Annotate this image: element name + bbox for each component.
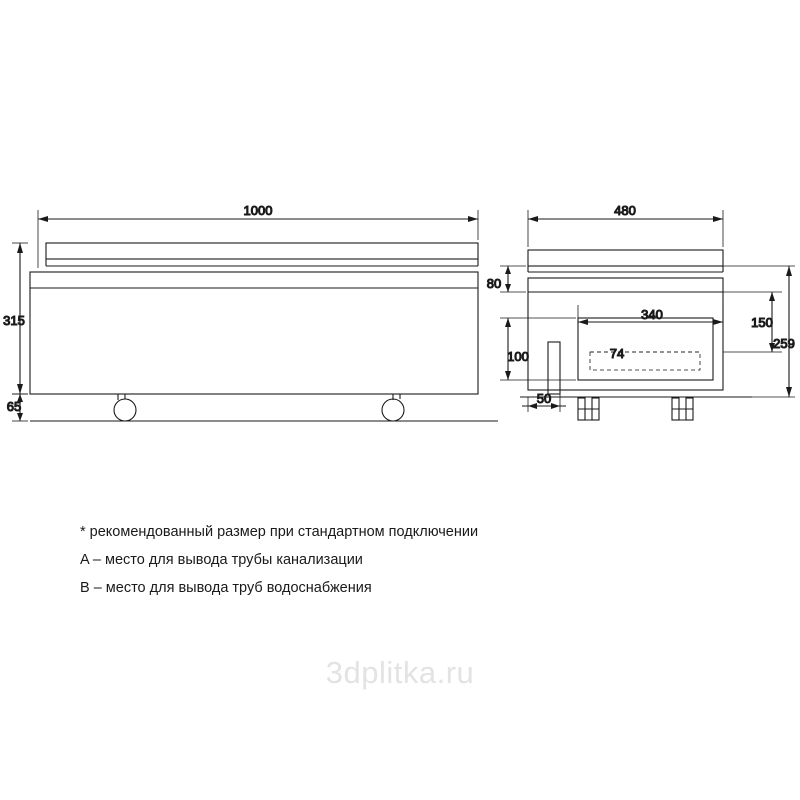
front-view-group — [30, 243, 498, 421]
front-left-wheel — [114, 399, 136, 421]
front-plinth-dimension — [7, 394, 28, 421]
dim-side-inner-height: 150 — [751, 315, 773, 330]
front-right-wheel — [382, 399, 404, 421]
dim-side-depth: 480 — [614, 203, 636, 218]
side-top-slab — [528, 250, 723, 266]
watermark: 3dplitka.ru — [325, 655, 475, 690]
side-body — [528, 278, 723, 390]
side-depth-dimension — [528, 203, 723, 247]
dim-side-band: 80 — [486, 276, 502, 291]
side-wheel-left — [578, 398, 599, 420]
side-total-height-dimension — [723, 266, 795, 397]
side-inner-depth-dimension — [578, 305, 723, 325]
side-drawer-dimension — [500, 318, 576, 380]
note-sewer-outlet: A – место для вывода трубы канализации — [80, 552, 363, 568]
dim-side-total-height: 259 — [773, 336, 795, 351]
dim-side-small: 74 — [609, 346, 625, 361]
side-band-dimension — [487, 266, 526, 292]
front-height-dimension — [3, 243, 28, 394]
front-width-dimension — [38, 203, 478, 268]
front-top-slab — [46, 243, 478, 259]
side-small-dimension — [590, 346, 700, 361]
note-recommended-size: * рекомендованный размер при стандартном подключении — [80, 524, 479, 540]
dim-side-inner-depth: 340 — [641, 307, 663, 322]
side-wheel-right — [672, 398, 693, 420]
side-inner-cavity — [578, 318, 713, 380]
dim-side-drawer: 100 — [507, 349, 529, 364]
side-view-group — [520, 250, 752, 420]
side-inner-dashed — [590, 352, 700, 370]
dim-front-height: 315 — [3, 313, 25, 328]
side-left-post — [548, 342, 560, 394]
dim-side-offset: 50 — [536, 391, 552, 406]
dim-front-width: 1000 — [243, 203, 273, 218]
dim-front-plinth: 65 — [6, 399, 22, 414]
front-body — [30, 272, 478, 394]
note-water-supply-outlet: B – место для вывода труб водоснабжения — [80, 580, 372, 596]
